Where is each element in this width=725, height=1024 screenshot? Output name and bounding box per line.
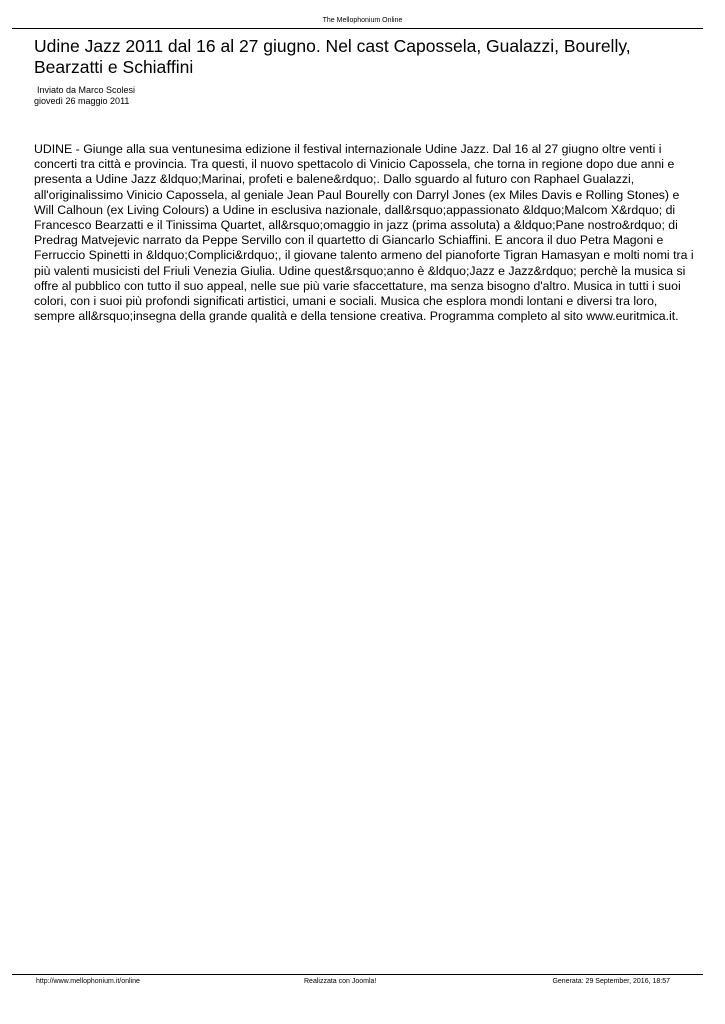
page-header-site-name: The Mellophonium Online: [322, 17, 403, 24]
footer-site-url[interactable]: http://www.mellophonium.it/online: [36, 978, 140, 985]
article-date: giovedì 26 maggio 2011: [34, 96, 130, 106]
header-divider: [12, 28, 703, 29]
footer-generated-date: Generata: 29 September, 2016, 18:57: [552, 978, 670, 985]
footer-cms-credit: Realizzata con Joomla!: [304, 978, 377, 985]
article-title: Udine Jazz 2011 dal 16 al 27 giugno. Nel cast Capossela, Gualazzi, Bourelly, Bearzatti e Schiaffini: [34, 36, 631, 77]
page-footer: [0, 977, 725, 987]
article-author: Inviato da Marco Scolesi: [37, 85, 136, 95]
footer-divider: [12, 974, 703, 975]
article-meta: [34, 85, 135, 107]
article-body: UDINE - Giunge alla sua ventunesima edizione il festival internazionale Udine Jazz. Dal 16 al 27 giugno oltre venti i concerti tra città e provincia. Tra questi, il nuovo spettacolo di Vinicio Capossela, che torna in regione dopo due anni e presenta a Udine Jazz &ldquo;Marinai, profeti e balene&rdquo;. Dallo sguardo al futuro con Raphael Gualazzi, all'originalissimo Vinicio Capossela, al geniale Jean Paul Bourelly con Darryl Jones (ex Miles Davis e Rolling Stones) e Will Calhoun (ex Living Colours) a Udine in esclusiva nazionale, dall&rsquo;appassionato &ldquo;Malcom X&rdquo; di Francesco Bearzatti e il Tinissima Quartet, all&rsquo;omaggio in jazz (prima assoluta) a &ldquo;Pane nostro&rdquo; di Predrag Matvejevic narrato da Peppe Servillo con il quartetto di Giancarlo Schiaffini. E ancora il duo Petra Magoni e Ferruccio Spinetti in &ldquo;Complici&rdquo;, il giovane talento armeno del pianoforte Tigran Hamasyan e molti nomi tra i più valenti musicisti del Friuli Venezia Giulia. Udine quest&rsquo;anno è &ldquo;Jazz e Jazz&rdquo; perchè la musica si offre al pubblico con tutto il suo appeal, nelle sue più varie sfaccettature, ma senza bisogno d'altro. Musica in tutti i suoi colori, con i suoi più profondi significati artistici, umani e sociali. Musica che esplora mondi lontani e diversi tra loro, sempre all&rsquo;insegna della grande qualità e della tensione creativa. Programma completo al sito www.euritmica.it.: [34, 142, 694, 324]
